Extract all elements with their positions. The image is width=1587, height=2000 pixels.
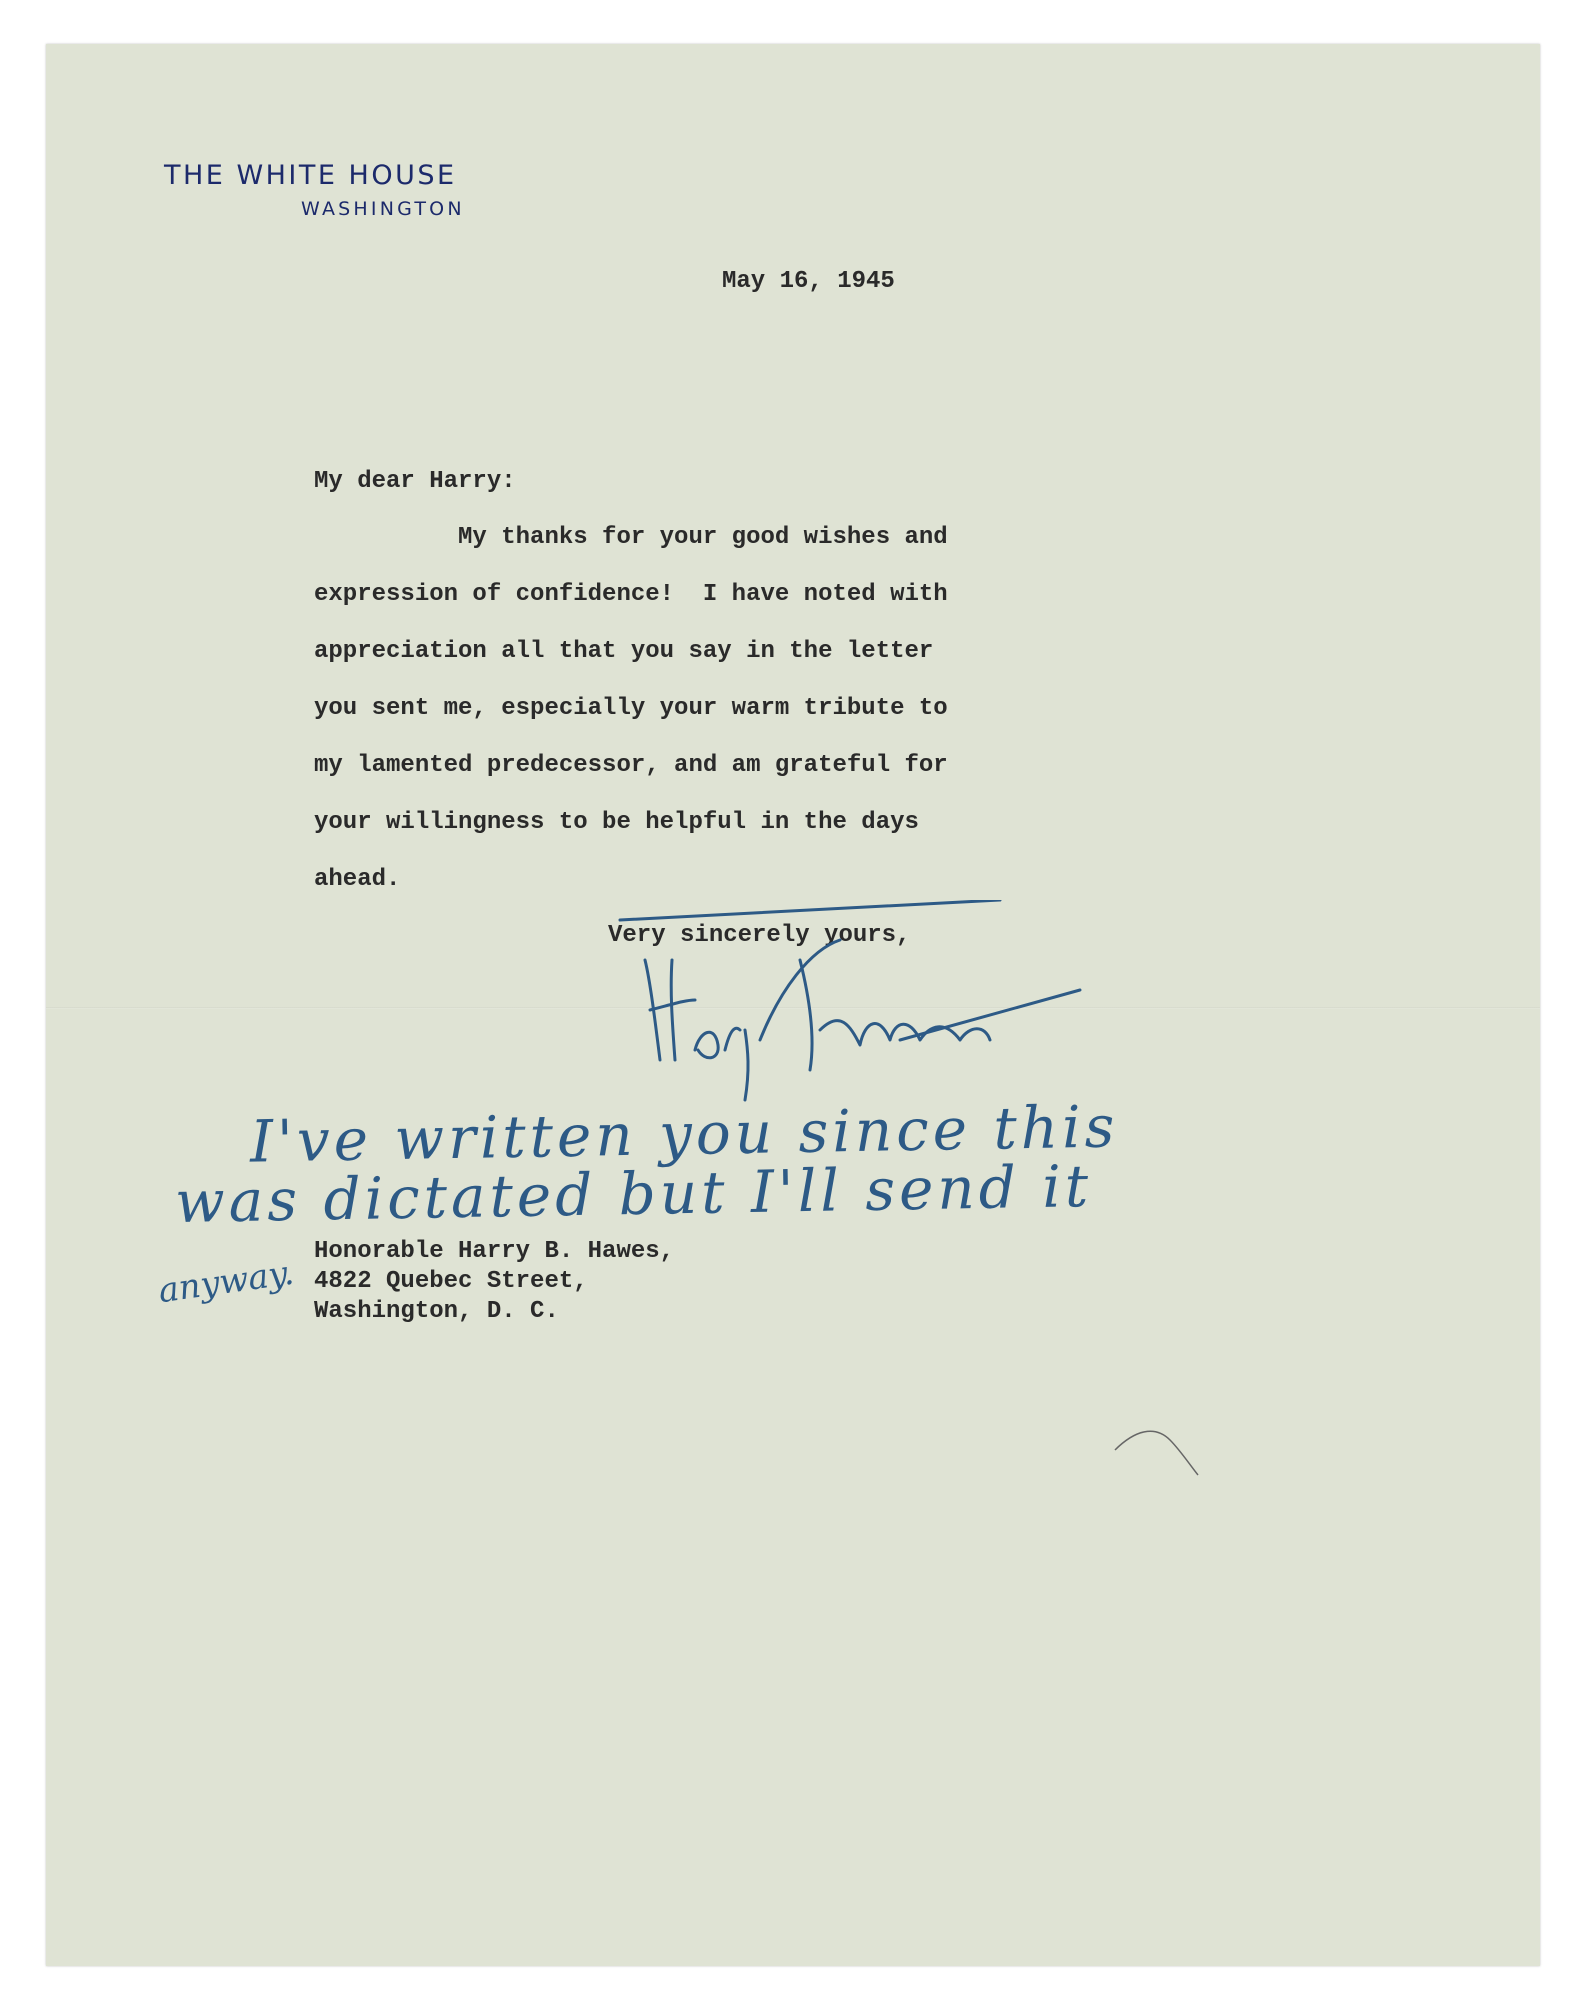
handwritten-note-line: was dictated but I'll send it bbox=[174, 1152, 1093, 1236]
letterhead-subtitle: WASHINGTON bbox=[301, 198, 465, 220]
signature bbox=[600, 900, 1100, 1120]
address-line: Washington, D. C. bbox=[314, 1298, 559, 1325]
handwritten-note-line: I've written you since this bbox=[249, 1092, 1119, 1176]
salutation: My dear Harry: bbox=[314, 468, 516, 495]
body-line: your willingness to be helpful in the days bbox=[314, 809, 919, 836]
body-line: appreciation all that you say in the letter bbox=[314, 638, 934, 665]
body-line: ahead. bbox=[314, 866, 401, 893]
address-line: 4822 Quebec Street, bbox=[314, 1268, 588, 1295]
paper-crease-mark bbox=[1110, 1410, 1200, 1480]
body-line: My thanks for your good wishes and bbox=[314, 524, 948, 551]
handwritten-note-line: anyway. bbox=[155, 1252, 297, 1312]
closing: Very sincerely yours, bbox=[608, 922, 911, 949]
address-line: Honorable Harry B. Hawes, bbox=[314, 1238, 675, 1265]
body-line: my lamented predecessor, and am grateful for bbox=[314, 752, 948, 779]
letter-date: May 16, 1945 bbox=[722, 268, 895, 295]
body-line: expression of confidence! I have noted with bbox=[314, 581, 948, 608]
letterhead-title: THE WHITE HOUSE bbox=[164, 160, 457, 191]
body-line: you sent me, especially your warm tribute to bbox=[314, 695, 948, 722]
